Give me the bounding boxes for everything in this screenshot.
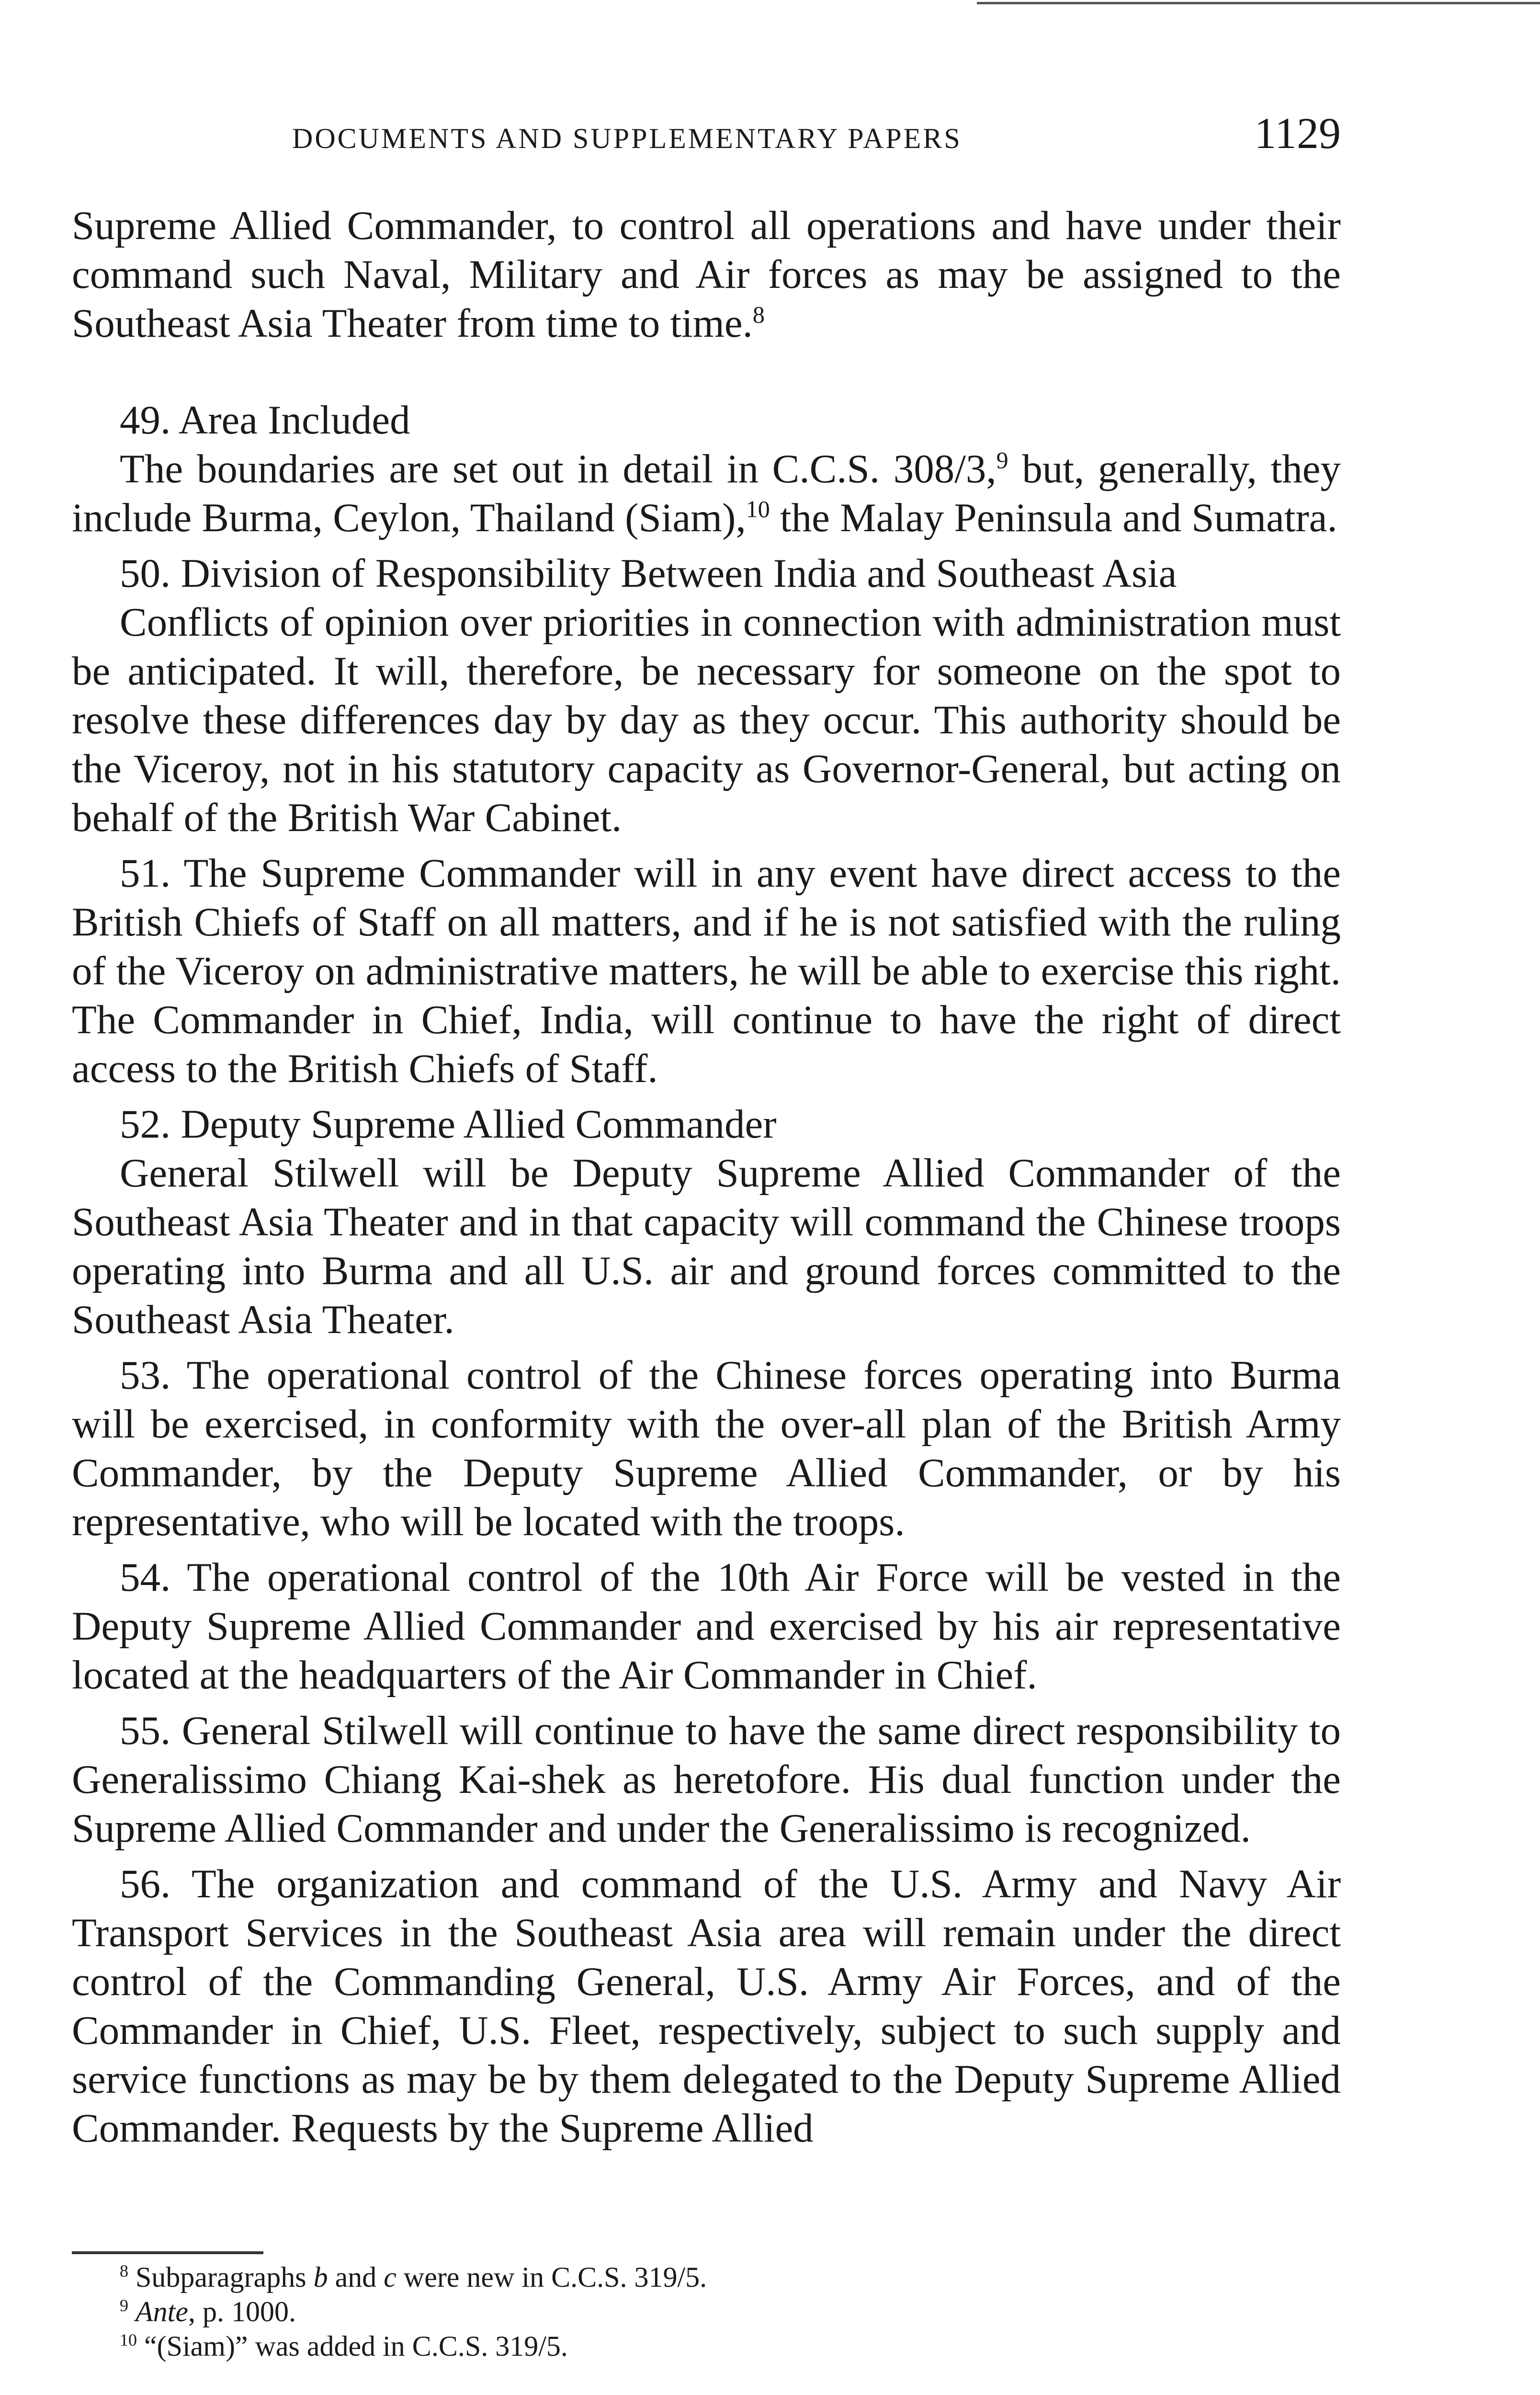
- page-number: 1129: [1254, 109, 1341, 158]
- paragraph-50: Conflicts of opinion over priorities in connection with administration must be anticipated. It will, therefore, be necessary for someone on the spot to resolve these differences day by day as they occur. This authority should be the Viceroy, not in his statutory capacity as Governor-General, but acting on behalf of the British War Cabinet.: [72, 600, 1341, 840]
- paragraph-53: 53. The operational control of the Chinese forces operating into Burma will be exercised, in conformity with the over-all plan of the British Army Commander, by the Deputy Supreme Allied Commander, or by his representative, who will be located with the troops.: [72, 1353, 1341, 1544]
- footnote-9: [72, 2294, 1341, 2329]
- footnote-text: , p. 1000.: [188, 2296, 296, 2327]
- paragraph-49: [72, 445, 1341, 542]
- footnote-italic: b: [313, 2261, 328, 2293]
- section-heading-52: 52. Deputy Supreme Allied Commander: [120, 1102, 777, 1147]
- running-head: DOCUMENTS AND SUPPLEMENTARY PAPERS: [292, 123, 962, 154]
- paragraph-text: The boundaries are set out in detail in C.C.S. 308/3,: [120, 446, 996, 491]
- page-header: [72, 108, 1341, 170]
- footnote-rule: [72, 2251, 263, 2254]
- paragraph-text: but, generally, they include Burma, Ceylon, Thailand (Siam),: [72, 446, 1341, 540]
- paragraph-54: 54. The operational control of the 10th Air Force will be vested in the Deputy Supreme Allied Commander and exercised by his air representative located at the headquarters of the Air Commander in Chief.: [72, 1555, 1341, 1698]
- footnotes: [72, 2260, 1341, 2363]
- footnote-italic: c: [384, 2261, 396, 2293]
- paragraph-text: the Malay Peninsula and Sumatra.: [770, 495, 1337, 540]
- paragraph-55: 55. General Stilwell will continue to have the same direct responsibility to Generalissimo Chiang Kai-shek as heretofore. His dual function under the Supreme Allied Commander and under the Generalissimo is recognized.: [72, 1708, 1341, 1851]
- section-heading-49: 49. Area Included: [120, 398, 410, 443]
- footnote-italic: Ante: [136, 2296, 188, 2327]
- paragraph-56: 56. The organization and command of the U.S. Army and Navy Air Transport Services in the Southeast Asia area will remain under the direct control of the Commanding General, U.S. Army Air Forces, and of the Commander in Chief, U.S. Fleet, respectively, subject to such supply and service functions as may be by them delegated to the Deputy Supreme Allied Commander. Requests by the Supreme Allied: [72, 1861, 1341, 2151]
- paragraph-52: General Stilwell will be Deputy Supreme Allied Commander of the Southeast Asia Theater and in that capacity will command the Chinese troops operating into Burma and all U.S. air and ground forces committed to the Southeast Asia Theater.: [72, 1151, 1341, 1342]
- footnote-ref: 8: [752, 301, 765, 328]
- footnote-10: [72, 2329, 1341, 2363]
- footnote-text: were new in C.C.S. 319/5.: [396, 2261, 707, 2293]
- footnote-mark: 10: [120, 2330, 137, 2349]
- footnote-mark: 9: [120, 2296, 128, 2315]
- paragraph-51: 51. The Supreme Commander will in any event have direct access to the British Chiefs of Staff on all matters, and if he is not satisfied with the ruling of the Viceroy on administrative matters, he will be able to exercise this right. The Commander in Chief, India, will continue to have the right of direct access to the British Chiefs of Staff.: [72, 851, 1341, 1091]
- footnote-ref: 10: [746, 495, 770, 523]
- footnote-text: “(Siam)” was added in C.C.S. 319/5.: [144, 2330, 568, 2362]
- footnote-ref: 9: [996, 446, 1008, 474]
- footnote-8: [72, 2260, 1341, 2294]
- top-edge-rule: [977, 2, 1540, 4]
- footnote-text: Subparagraphs: [136, 2261, 314, 2293]
- section-heading-50: 50. Division of Responsibility Between India and Southeast Asia: [120, 551, 1177, 596]
- paragraph-continuation: [72, 201, 1341, 348]
- paragraph-text: Supreme Allied Commander, to control all operations and have under their command such Naval, Military and Air forces as may be assigned to the Southeast Asia Theater from time to time.: [72, 203, 1341, 346]
- body-text: [72, 201, 1341, 2153]
- footnote-text: and: [328, 2261, 384, 2293]
- footnote-mark: 8: [120, 2261, 128, 2281]
